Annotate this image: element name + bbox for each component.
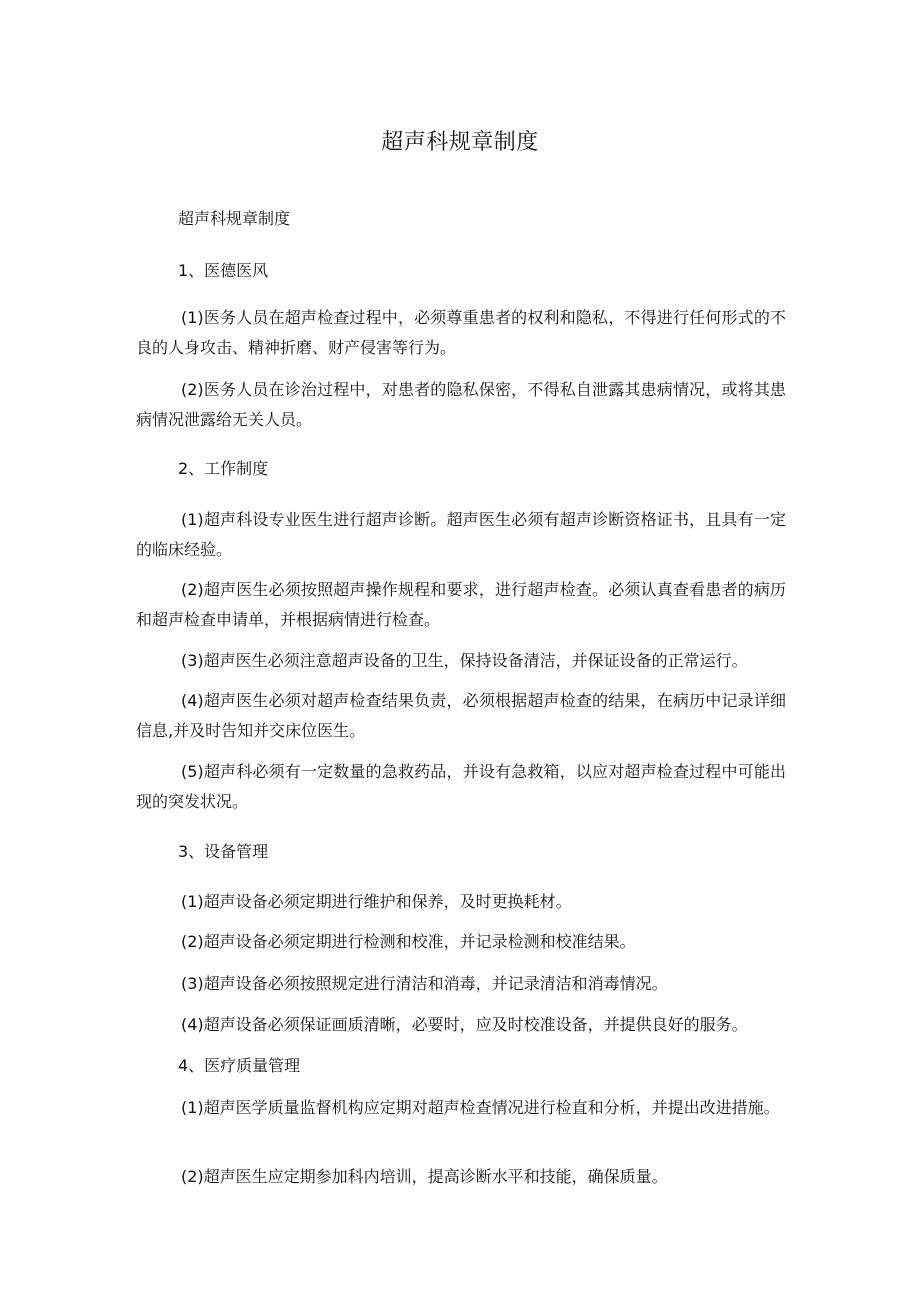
paragraph-3-3: (3)超声设备必须按照规定进行清洁和消毒，并记录清洁和消毒情况。 (181, 974, 668, 993)
paragraph-2-3: (3)超声医生必须注意超声设备的卫生，保持设备清洁，并保证设备的正常运行。 (181, 651, 748, 670)
document-subtitle: 超声科规章制度 (178, 209, 291, 228)
paragraph-4-2: (2)超声医生应定期参加科内培训，提高诊断水平和技能，确保质量。 (181, 1167, 668, 1186)
paragraph-3-1: (1)超声设备必须定期进行维护和保养，及时更换耗材。 (181, 892, 572, 911)
section-heading-3: 3、设备管理 (178, 842, 269, 861)
paragraph-2-5: (5)超声科必须有一定数量的急救药品，并设有急救箱，以应对超声检查过程中可能出现的突发状况。 (136, 762, 786, 811)
paragraph-1-2: (2)医务人员在诊治过程中，对患者的隐私保密，不得私自泄露其患病情况，或将其患病情况泄露给无关人员。 (136, 380, 786, 429)
section-heading-4: 4、医疗质量管理 (178, 1056, 301, 1075)
section-heading-2: 2、工作制度 (178, 459, 269, 478)
paragraph-3-2: (2)超声设备必须定期进行检测和校准，并记录检测和校准结果。 (181, 932, 636, 951)
paragraph-1-1: (1)医务人员在超声检查过程中，必须尊重患者的权利和隐私，不得进行任何形式的不良的人身攻击、精神折磨、财产侵害等行为。 (136, 308, 786, 357)
page-title: 超声科规章制度 (381, 130, 539, 155)
paragraph-4-1: (1)超声医学质量监督机构应定期对超声检查情况进行检直和分析，并提出改进措施。 (181, 1098, 780, 1117)
paragraph-2-2: (2)超声医生必须按照超声操作规程和要求，进行超声检查。必须认真查看患者的病历和超声检查申请单，并根据病情进行检查。 (136, 580, 786, 629)
paragraph-2-1: (1)超声科设专业医生进行超声诊断。超声医生必须有超声诊断资格证书，且具有一定的临床经验。 (136, 510, 786, 559)
paragraph-2-4: (4)超声医生必须对超声检查结果负责，必须根据超声检查的结果，在病历中记录详细信息,并及时告知并交床位医生。 (136, 691, 786, 740)
paragraph-3-4: (4)超声设备必须保证画质清晰，必要时，应及时校准设备，并提供良好的服务。 (181, 1015, 748, 1034)
section-heading-1: 1、医德医风 (178, 261, 269, 280)
